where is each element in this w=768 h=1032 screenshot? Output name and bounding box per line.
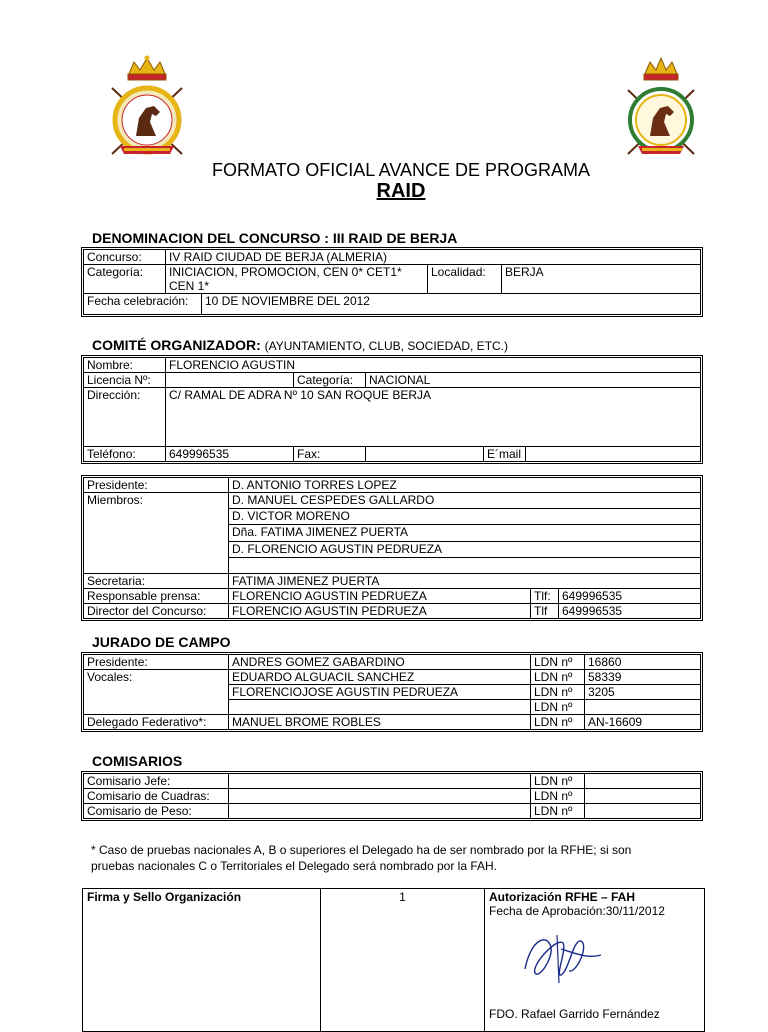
jurado-table (83, 654, 701, 730)
presidente-label: Presidente: (84, 478, 229, 493)
miembros-table (83, 477, 701, 619)
jurado-ldn-label: LDN nº (531, 655, 585, 670)
comite-heading (92, 337, 508, 353)
email-value (526, 447, 701, 462)
comisario-ldn (585, 789, 701, 804)
logo-rfhe (106, 54, 188, 164)
firma-table (82, 888, 705, 1032)
categoria-label: Categoría: (84, 265, 166, 294)
comisario-label: Comisario de Cuadras: (84, 789, 229, 804)
jurado-name (229, 700, 531, 715)
jurado-ldn: AN-16609 (585, 715, 701, 730)
jurado-ldn: 16860 (585, 655, 701, 670)
denominacion-table (83, 249, 701, 315)
jurado-row (84, 655, 701, 670)
concurso-label: Concurso: (84, 250, 166, 265)
miembros-label: Miembros: (84, 493, 229, 574)
director-label: Director del Concurso: (84, 604, 229, 619)
comite-categoria-value: NACIONAL (366, 373, 701, 388)
comisario-ldn-label: LDN nº (531, 789, 585, 804)
secretaria-label: Secretaria: (84, 574, 229, 589)
jurado-name: EDUARDO ALGUACIL SANCHEZ (229, 670, 531, 685)
denominacion-heading: DENOMINACION DEL CONCURSO : III RAID DE BERJA (92, 230, 458, 246)
page-number: 1 (321, 889, 485, 1032)
jurado-label: Delegado Federativo*: (84, 715, 229, 730)
autorizacion-title: Autorización RFHE – FAH (489, 890, 636, 904)
jurado-name: FLORENCIOJOSE AGUSTIN PEDRUEZA (229, 685, 531, 700)
direccion-label: Dirección: (84, 388, 166, 447)
miembro-3: Dña. FATIMA JIMENEZ PUERTA (229, 525, 701, 541)
jurado-label: Presidente: (84, 655, 229, 670)
note-line-1: * Caso de pruebas nacionales A, B o superiores el Delegado ha de ser nombrado por la RFHE; si son (91, 843, 632, 857)
comisario-row (84, 789, 701, 804)
jurado-ldn-label: LDN nº (531, 670, 585, 685)
comisario-ldn-label: LDN nº (531, 804, 585, 819)
document-subtitle: RAID (376, 180, 426, 202)
categoria-value-line1: INICIACION, PROMOCION, CEN 0* CET1* (169, 265, 402, 279)
jurado-ldn-label: LDN nº (531, 685, 585, 700)
delegado-note (91, 842, 691, 874)
jurado-name: ANDRES GOMEZ GABARDINO (229, 655, 531, 670)
comite-categoria-label: Categoría: (294, 373, 366, 388)
telefono-value: 649996535 (166, 447, 294, 462)
nombre-label: Nombre: (84, 358, 166, 373)
signer-name: FDO. Rafael Garrido Fernández (489, 1007, 660, 1021)
licencia-value (166, 373, 294, 388)
prensa-tlf-label: Tlf: (531, 589, 559, 604)
miembro-1: D. MANUEL CESPEDES GALLARDO (229, 493, 701, 509)
director-tlf-label: Tlf (531, 604, 559, 619)
comite-table (83, 357, 701, 462)
firma-organizacion-label: Firma y Sello Organización (83, 889, 321, 1032)
fecha-aprobacion: Fecha de Aprobación:30/11/2012 (489, 904, 665, 918)
fecha-label: Fecha celebración: (84, 294, 202, 315)
document-title: FORMATO OFICIAL AVANCE DE PROGRAMA (211, 160, 591, 180)
localidad-value: BERJA (502, 265, 701, 294)
jurado-ldn-label: LDN nº (531, 715, 585, 730)
comisarios-table (83, 773, 701, 819)
jurado-heading: JURADO DE CAMPO (92, 634, 231, 650)
handwritten-signature (517, 929, 607, 989)
direccion-value: C/ RAMAL DE ADRA Nº 10 SAN ROQUE BERJA (166, 388, 701, 447)
jurado-row (84, 670, 701, 685)
comisario-label: Comisario de Peso: (84, 804, 229, 819)
fecha-value: 10 DE NOVIEMBRE DEL 2012 (202, 294, 701, 315)
prensa-value: FLORENCIO AGUSTIN PEDRUEZA (229, 589, 531, 604)
comite-heading-title: COMITÉ ORGANIZADOR: (92, 337, 261, 353)
presidente-value: D. ANTONIO TORRES LOPEZ (229, 478, 701, 493)
comisario-ldn (585, 804, 701, 819)
jurado-ldn: 3205 (585, 685, 701, 700)
comisario-ldn-label: LDN nº (531, 774, 585, 789)
email-label: E´mail (484, 447, 526, 462)
note-line-2: pruebas nacionales C o Territoriales el Delegado será nombrado por la FAH. (91, 859, 498, 873)
miembro-5 (229, 557, 701, 573)
director-tlf-value: 649996535 (559, 604, 701, 619)
miembro-4: D. FLORENCIO AGUSTIN PEDRUEZA (229, 541, 701, 557)
comisarios-heading: COMISARIOS (92, 753, 183, 769)
localidad-label: Localidad: (428, 265, 502, 294)
secretaria-value: FATIMA JIMENEZ PUERTA (229, 574, 701, 589)
jurado-ldn-label: LDN nº (531, 700, 585, 715)
jurado-row (84, 715, 701, 730)
concurso-value: IV RAID CIUDAD DE BERJA (ALMERIA) (166, 250, 701, 265)
prensa-tlf-value: 649996535 (559, 589, 701, 604)
jurado-ldn (585, 700, 701, 715)
comisario-row (84, 774, 701, 789)
nombre-value: FLORENCIO AGUSTIN (166, 358, 701, 373)
logo-fah (620, 54, 702, 164)
prensa-label: Responsable prensa: (84, 589, 229, 604)
telefono-label: Teléfono: (84, 447, 166, 462)
categoria-value-line2: CEN 1* (169, 279, 210, 293)
comisario-name (229, 804, 531, 819)
fax-value (366, 447, 484, 462)
jurado-label: Vocales: (84, 670, 229, 715)
comisario-label: Comisario Jefe: (84, 774, 229, 789)
comisario-name (229, 774, 531, 789)
jurado-ldn: 58339 (585, 670, 701, 685)
fax-label: Fax: (294, 447, 366, 462)
miembro-2: D. VICTOR MORENO (229, 509, 701, 525)
comisario-ldn (585, 774, 701, 789)
licencia-label: Licencia Nº: (84, 373, 166, 388)
jurado-name: MANUEL BROME ROBLES (229, 715, 531, 730)
comisario-name (229, 789, 531, 804)
director-value: FLORENCIO AGUSTIN PEDRUEZA (229, 604, 531, 619)
comisario-row (84, 804, 701, 819)
comite-heading-sub: (AYUNTAMIENTO, CLUB, SOCIEDAD, ETC.) (264, 339, 509, 353)
